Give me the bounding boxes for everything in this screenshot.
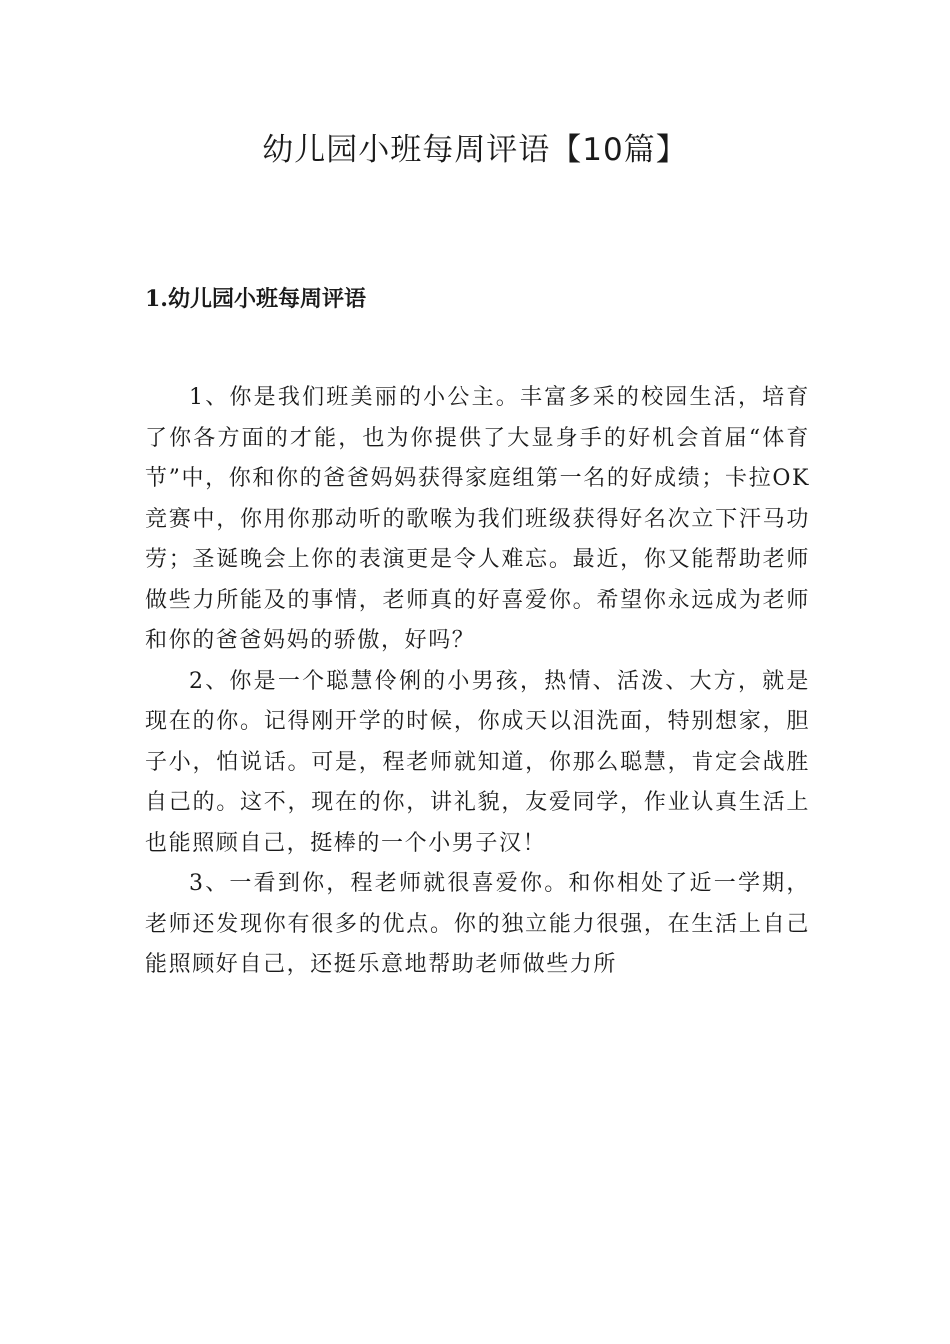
paragraph-3: 3、一看到你，程老师就很喜爱你。和你相处了近一学期，老师还发现你有很多的优点。你的独立能力很强，在生活上自己能照顾好自己，还挺乐意地帮助老师做些力所 [145,871,810,977]
page-title: 幼儿园小班每周评语【10篇】 [262,132,688,168]
paragraph-2: 2、你是一个聪慧伶俐的小男孩，热情、活泼、大方，就是现在的你。记得刚开学的时候，你成天以泪洗面，特别想家，胆子小，怕说话。可是，程老师就知道，你那么聪慧，肯定会战胜自己的。这不，现在的你，讲礼貌，友爱同学，作业认真生活上也能照顾自己，挺棒的一个小男子汉！ [145,668,810,856]
section-heading: 1.幼儿园小班每周评语 [145,286,366,312]
paragraph-1: 1、你是我们班美丽的小公主。丰富多采的校园生活，培育了你各方面的才能，也为你提供了大显身手的好机会首届“体育节”中，你和你的爸爸妈妈获得家庭组第一名的好成绩；卡拉OK竞赛中，你用你那动听的歌喉为我们班级获得好名次立下汗马功劳；圣诞晚会上你的表演更是令人难忘。最近，你又能帮助老师做些力所能及的事情，老师真的好喜爱你。希望你永远成为老师和你的爸爸妈妈的骄傲，好吗？ [145,385,810,653]
document-body [145,378,810,986]
